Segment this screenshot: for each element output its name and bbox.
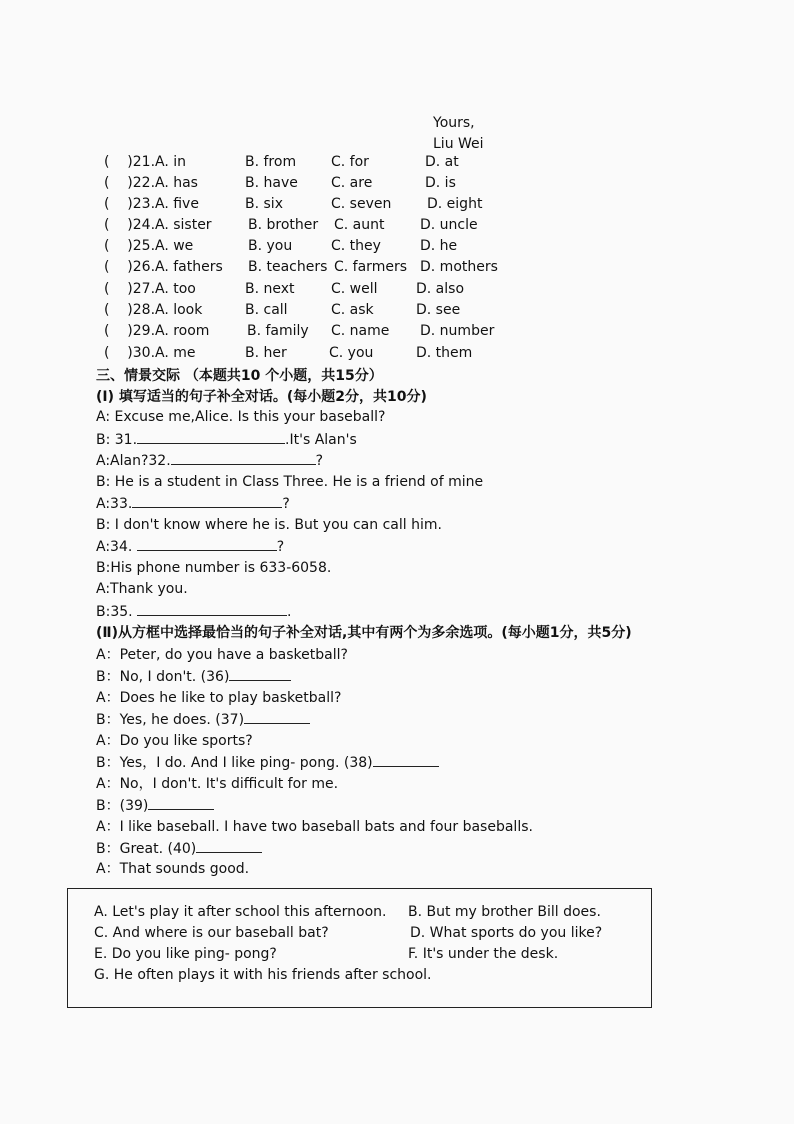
dialogue-line: A: Excuse me,Alice. Is this your baseball? <box>96 409 386 425</box>
option-c: C. ask <box>331 302 374 318</box>
option-c: C. you <box>329 345 374 361</box>
answer-bracket[interactable]: ( )24. <box>104 217 156 233</box>
option-d: D. uncle <box>420 217 478 233</box>
choice-row <box>100 154 520 174</box>
option-d: D. he <box>420 238 458 254</box>
dialogue-line: A:34. ? <box>96 539 285 555</box>
part2-title: (Ⅱ)从方框中选择最恰当的句子补全对话,其中有两个为多余选项。(每小题1分，共5分) <box>96 625 632 641</box>
option-a: A. in <box>155 154 186 170</box>
option-a: A. we <box>155 238 194 254</box>
option-d: D. is <box>425 175 456 191</box>
answer-bracket[interactable]: ( )21. <box>104 154 156 170</box>
choice-row <box>100 217 520 237</box>
option-b: B. six <box>245 196 283 212</box>
choice-row <box>100 281 520 301</box>
answer-blank-39[interactable] <box>148 796 214 810</box>
dialogue-line: B：Yes，I do. And I like ping- pong. (38) <box>96 753 439 772</box>
dialogue-line: A：I like baseball. I have two baseball bats and four baseballs. <box>96 819 533 835</box>
answer-blank-31[interactable] <box>137 430 285 444</box>
option-c: C. farmers <box>334 259 407 275</box>
option-d: D. eight <box>427 196 483 212</box>
option-d: D. at <box>425 154 459 170</box>
option-c: C. well <box>331 281 378 297</box>
dialogue-line: B: I don't know where he is. But you can call him. <box>96 517 442 533</box>
option-b: B. call <box>245 302 288 318</box>
dialogue-line: B：(39) <box>96 796 214 815</box>
answer-bracket[interactable]: ( )30. <box>104 345 156 361</box>
option-a: A. sister <box>155 217 212 233</box>
answer-blank-33[interactable] <box>132 494 282 508</box>
option-c: C. seven <box>331 196 392 212</box>
option-c: C. they <box>331 238 381 254</box>
answer-blank-35[interactable] <box>137 602 287 616</box>
dialogue-line: B：Yes, he does. (37) <box>96 710 310 729</box>
option-a: A. look <box>155 302 203 318</box>
answer-blank-40[interactable] <box>196 839 262 853</box>
option-b: B. teachers <box>248 259 328 275</box>
answer-blank-34[interactable] <box>137 537 277 551</box>
option-c: C. name <box>331 323 390 339</box>
dialogue-line: A:Alan?32. ? <box>96 453 324 469</box>
answer-blank-37[interactable] <box>244 710 310 724</box>
option-g: G. He often plays it with his friends after school. <box>94 967 432 983</box>
answer-blank-32[interactable] <box>171 451 316 465</box>
option-a: A. fathers <box>155 259 223 275</box>
choice-row <box>100 259 520 279</box>
option-b: B. have <box>245 175 298 191</box>
answer-bracket[interactable]: ( )27. <box>104 281 156 297</box>
option-d: D. What sports do you like? <box>410 925 603 941</box>
choice-row <box>100 345 520 365</box>
option-c: C. aunt <box>334 217 385 233</box>
dialogue-line: B：Great. (40) <box>96 839 262 858</box>
part1-title: (Ⅰ) 填写适当的句子补全对话。(每小题2分，共10分) <box>96 389 427 405</box>
option-b: B. family <box>247 323 309 339</box>
option-c: C. for <box>331 154 369 170</box>
letter-closing-yours: Yours, <box>433 115 475 131</box>
option-d: D. also <box>416 281 465 297</box>
choice-row <box>100 302 520 322</box>
dialogue-line: A：No，I don't. It's difficult for me. <box>96 776 339 792</box>
dialogue-line: A：That sounds good. <box>96 861 250 877</box>
dialogue-line: B:35. . <box>96 604 292 620</box>
option-a: A. me <box>155 345 196 361</box>
section-title: 三、情景交际 （本题共10 个小题，共15分） <box>96 368 383 384</box>
answer-blank-36[interactable] <box>229 667 291 681</box>
answer-bracket[interactable]: ( )28. <box>104 302 156 318</box>
option-b: B. next <box>245 281 295 297</box>
option-e: E. Do you like ping- pong? <box>94 946 277 962</box>
choice-row <box>100 175 520 195</box>
dialogue-line: B: 31. .It's Alan's <box>96 432 357 448</box>
option-d: D. number <box>420 323 495 339</box>
option-b: B. brother <box>248 217 319 233</box>
option-c: C. are <box>331 175 373 191</box>
dialogue-line: A:33. ? <box>96 496 290 512</box>
dialogue-line: A:Thank you. <box>96 581 188 597</box>
option-a: A. five <box>155 196 199 212</box>
answer-bracket[interactable]: ( )23. <box>104 196 156 212</box>
option-b: B. from <box>245 154 297 170</box>
answer-bracket[interactable]: ( )25. <box>104 238 156 254</box>
answer-bracket[interactable]: ( )29. <box>104 323 156 339</box>
dialogue-line: B: He is a student in Class Three. He is a friend of mine <box>96 474 484 490</box>
option-b: B. you <box>248 238 293 254</box>
answer-blank-38[interactable] <box>373 753 439 767</box>
option-d: D. them <box>416 345 473 361</box>
option-d: D. see <box>416 302 461 318</box>
options-box <box>67 888 652 1008</box>
option-f: F. It's under the desk. <box>408 946 559 962</box>
option-b: B. But my brother Bill does. <box>408 904 601 920</box>
letter-closing-name: Liu Wei <box>433 136 484 152</box>
option-a: A. too <box>155 281 196 297</box>
choice-row <box>100 238 520 258</box>
answer-bracket[interactable]: ( )26. <box>104 259 156 275</box>
answer-bracket[interactable]: ( )22. <box>104 175 156 191</box>
dialogue-line: B：No, I don't. (36) <box>96 667 291 686</box>
option-a: A. has <box>155 175 198 191</box>
option-d: D. mothers <box>420 259 498 275</box>
option-a: A. Let's play it after school this afternoon. <box>94 904 387 920</box>
option-a: A. room <box>155 323 210 339</box>
dialogue-line: A：Do you like sports? <box>96 733 253 749</box>
dialogue-line: A：Does he like to play basketball? <box>96 690 342 706</box>
choice-row <box>100 323 520 343</box>
dialogue-line: B:His phone number is 633-6058. <box>96 560 332 576</box>
option-c: C. And where is our baseball bat? <box>94 925 329 941</box>
choice-row <box>100 196 520 216</box>
option-b: B. her <box>245 345 287 361</box>
dialogue-line: A：Peter, do you have a basketball? <box>96 647 348 663</box>
